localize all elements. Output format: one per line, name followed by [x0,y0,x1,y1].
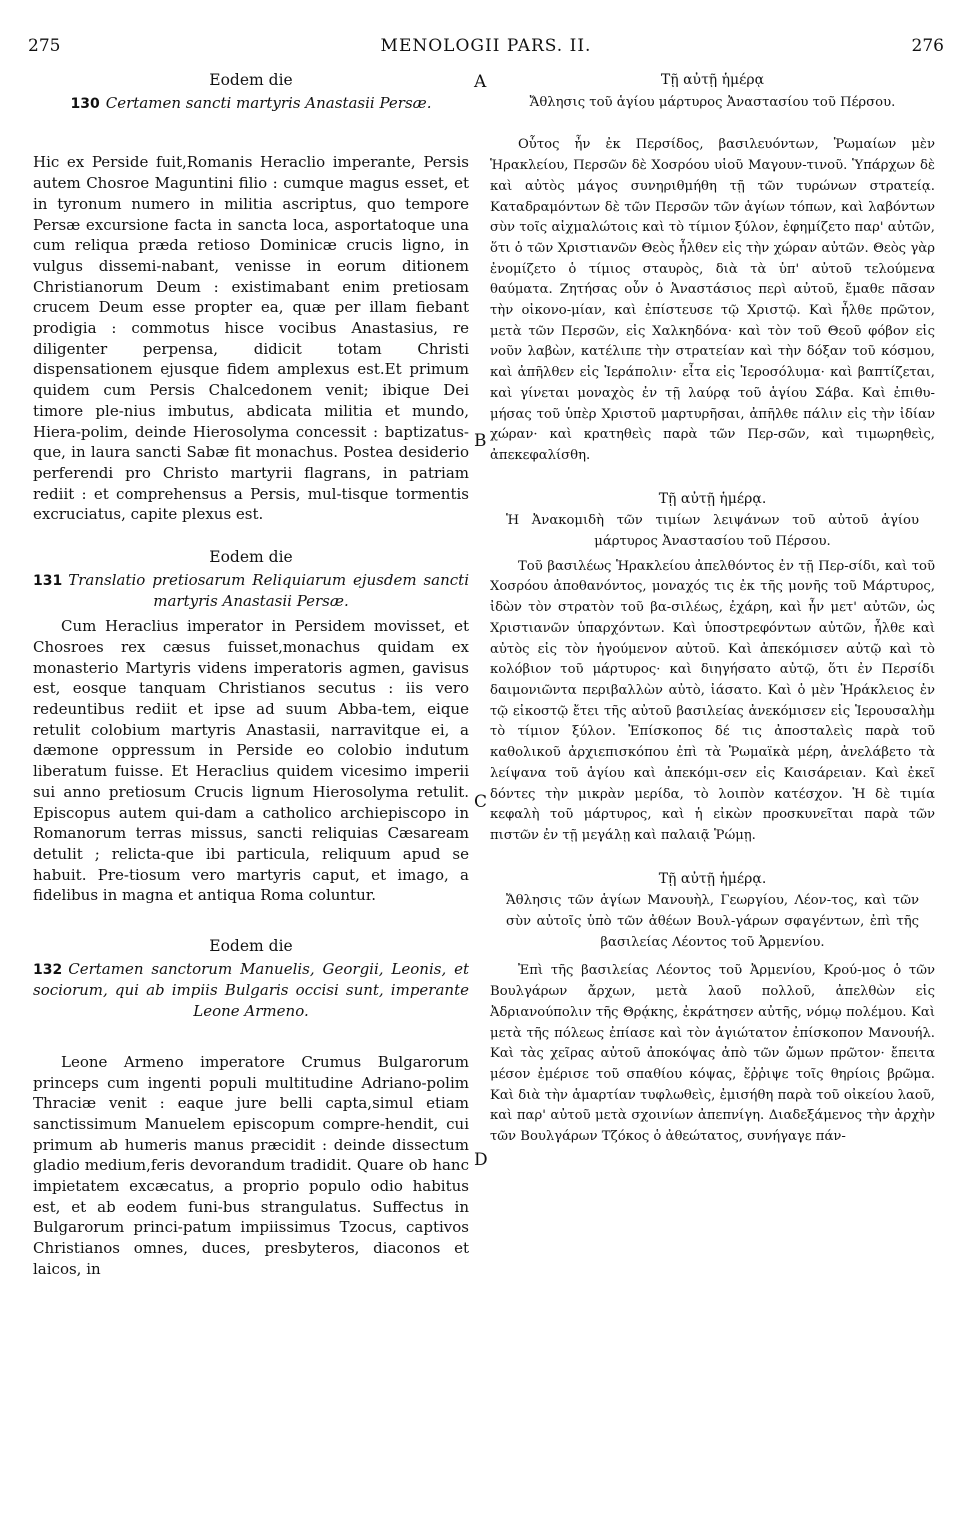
section-body: Τοῦ βασιλέως Ἡρακλείου ἀπελθόντος ἐν τῇ Περ-σίδι, καὶ τοῦ Χοσρόου ἀποθανόντος, μοναχός τις ἐκ τῆς μονῆς τοῦ Μάρτυρος, ἰδὼν τὸν στρατὸν τοῦ βα-σιλέως, ἐχάρη, καὶ ἦν μετ' αὐτῶν, ὡς Χριστιανῶν ὑπαρχόντων. Καὶ ὑποστρεφόντων αὐτῶν, ἦλθε καὶ αὐτὸς εἰς τὸν ἡγούμενον αὐτοῦ. Καὶ ἀπεκόμισεν αὐτῷ καὶ τὸ κολόβιον τοῦ μάρτυρος· καὶ διηγήσατο αὐτῷ, ὅτι ἐν Περσίδι δαιμονιῶντα περιβαλλὼν αὐτὸ, ἰάσατο. Καὶ ὁ μὲν Ἡράκλειος ἐν τῷ εἰκοστῷ ἔτει τῆς αὐτοῦ βασιλείας ἀνεκόμισεν εἰς Ἱερουσαλὴμ τὸ τίμιον ξύλον. Ἐπίσκοπος δέ τις ἀποσταλεὶς παρὰ τοῦ καθολικοῦ ἀρχιεπισκόπου ἐπὶ τὰ Ῥωμαϊκὰ μέρη, ἀνελάβετο τὰ λείψανα τοῦ ἁγίου καὶ ἀπεκόμι-σεν εἰς Καισάρειαν. Καὶ ἐκεῖ δόντες τὴν μικρὰν μερίδα, τὸ λοιπὸν κατέσχον. Ἡ δὲ τιμία κεφαλὴ τοῦ μάρτυρος, καὶ ἡ εἰκὼν προσκυνεῖται παρὰ τῶν πιστῶν ἐν τῇ μεγάλῃ καὶ παλαιᾷ Ῥώμῃ. [490,558,935,843]
running-head [28,36,944,60]
section-title [33,959,469,1022]
section-body: Hic ex Perside fuit,Romanis Heraclio imperante, Persis autem Chosroe Maguntini filio : cumque magus esset, et in tyronum numero in militia ascriptus, quo tempore Persæ excursione facta in sancta loca, asportatoque una cum reliqua præda retioso Dominicæ crucis ligno, in vulgus dissemi-nabant, venisse in eorum ditionem Christianorum Deum : existimabant enim pretiosam crucem Deum esse propter ea, quæ per illam fiebant prodigia : commotus hisce vocibus Anastasius, re diligenter perpensa, didicit totam Christi dispensationem ejusque fidem amplexus est.Et primum quidem cum Persis Chalcedonem venit; ibique Dei timore ple-nius imbutus, abdicata militia et mundo, Hiera-polim, deinde Hierosolyma concessit : baptizatus-que, in laura sancti Sabæ fit monachus. Postea desiderio perferendi pro Christo martyrii flagrans, in patriam rediit : et comprehensus a Persis, mul-tisque tormentis excruciatus, capite plexus est. [33,153,469,524]
page-number-right: 276 [911,36,944,56]
greek-section-132 [490,869,935,1148]
section-date-heading: Eodem die [209,71,293,89]
greek-section-131 [490,489,935,847]
section-date-heading: Τῇ αὐτῇ ἡμέρᾳ. [658,490,767,507]
section-date-heading: Τῇ αὐτῇ ἡμέρᾳ. [658,870,767,887]
section-title-text: Ἄθλησις τοῦ ἁγίου μάρτυρος Ἀναστασίου τοῦ Πέρσου. [529,94,896,110]
margin-letter-c: C [474,792,488,812]
margin-letter-a: A [474,72,487,92]
section-title-text: Ἄθλησις τῶν ἁγίων Μανουὴλ, Γεωργίου, Λέον-τος, καὶ τῶν σὺν αὐτοῖς ὑπὸ τῶν ἀθέων Βουλ-γάρων σφαγέντων, ἐπὶ τῆς βασιλείας Λέοντος τοῦ Ἀρμενίου. [506,893,919,950]
section-number: 131 [33,572,63,589]
latin-column [33,70,469,1280]
section-date-heading: Eodem die [209,937,293,956]
running-title: MENOLOGII PARS. II. [380,36,592,56]
latin-section-132 [33,936,469,1280]
section-title [33,93,469,115]
section-body: Cum Heraclius imperator in Persidem movisset, et Chosroes rex cæsus fuisset,monachus quidam ex monasterio Martyris videns imperatoris agmen, gavisus est, eosque tanquam Christianos secutus : iis vero redeuntibus rediit et ipse ad suum Abba-tem, eique retulit colobium martyris Anastasii, narravitque ei, a dæmone oppressum in Perside eo colobio indutum liberatum fuisse. Et Heraclius quidem vicesimo imperii sui anno pretiosum Crucis lignum Hierosolyma retulit. Episcopus autem qui-dam a catholico archiepiscopo in Romanorum terras missus, sancti reliquias Cæsaream detulit ; relicta-que ibi particula, reliquum apud se habuit. Pre-tiosum vero martyris caput, et imago, a fidelibus in magna et antiqua Roma coluntur. [33,617,469,905]
section-title-text: Ἡ Ἀνακομιδὴ τῶν τιμίων λειψάνων τοῦ αὐτοῦ ἁγίου μάρτυρος Ἀναστασίου τοῦ Πέρσου. [506,513,919,550]
section-number: 132 [33,961,63,978]
section-title-text: Certamen sancti martyris Anastasii Persæ. [105,93,432,112]
greek-column [490,70,935,1148]
section-title-text: Certamen sanctorum Manuelis, Georgii, Leonis, et sociorum, qui ab impiis Bulgaris occisi sunt, imperante Leone Armeno. [33,959,469,1021]
section-body: Leone Armeno imperatore Crumus Bulgarorum princeps cum ingenti populi multitudine Adriano-polim Thraciæ venit : eaque jure belli capta,simul etiam sanctissimum Manuelem episcopum compre-hendit, cui primum ab humeris manus præcidit : deinde dissectum gladio medium,feris devorandum tradidit. Quare ob hanc impietatem excæcatus, a proprio populo odio habitus est, et ab eodem funi-bus strangulatus. Suffectus in Bulgarorum princi-patum impiissimus Tzocus, captivos Christianos omnes, duces, presbyteros, diaconos et laicos, in [33,1052,469,1278]
margin-letter-b: B [474,431,487,451]
section-title [33,570,469,612]
latin-section-130 [33,70,469,525]
margin-letter-d: D [474,1150,488,1170]
section-date-heading: Τῇ αὐτῇ ἡμέρᾳ [660,72,765,88]
greek-section-130 [490,70,935,467]
section-title-text: Translatio pretiosarum Reliquiarum ejusdem sancti martyris Anastasii Persæ. [68,570,469,611]
section-body: Ἐπὶ τῆς βασιλείας Λέοντος τοῦ Ἀρμενίου, Κρού-μος ὁ τῶν Βουλγάρων ἄρχων, μετὰ λαοῦ πολλοῦ, ἀπελθὼν εἰς Ἀδριανούπολιν τῆς Θρᾴκης, ἐκράτησεν αὐτῆς, νόμῳ πολέμου. Καὶ μετὰ τῆς πόλεως ἐπίασε καὶ τὸν ἁγιώτατον ἐπίσκοπον Μανουήλ. Καὶ τὰς χεῖρας αὐτοῦ ἀποκόψας ἀπὸ τῶν ὤμων πρῶτον· ἔπειτα μέσον ἐμέρισε τοῦ σπαθίου κόψας, ἔῤῥιψε τοῖς θηρίοις βρῶμα. Καὶ διὰ τὴν ἁμαρτίαν τυφλωθεὶς, ἐμισήθη παρὰ τοῦ οἰκείου λαοῦ, καὶ παρ' αὐτοῦ μετὰ σχοινίων ἀπεπνίγη. Διαδεξάμενος τὴν ἀρχὴν τῶν Βουλγάρων Τζόκος ὁ ἀθεώτατος, συνήγαγε πάν- [490,963,935,1145]
section-number: 130 [70,95,100,112]
latin-section-131 [33,547,469,906]
page-number-left: 275 [28,36,61,56]
section-date-heading: Eodem die [209,548,293,567]
section-body: Οὗτος ἦν ἐκ Περσίδος, βασιλευόντων, Ῥωμαίων μὲν Ἡρακλείου, Περσῶν δὲ Χοσρόου υἱοῦ Μαγουν-τινοῦ. Ὑπάρχων δὲ καὶ αὐτὸς μάγος συνηριθμήθη τῇ τῶν τυρώνων στρατείᾳ. Καταδραμόντων δὲ τῶν Περσῶν τῶν ἁγίων τόπων, καὶ λαβόντων σὺν τοῖς αἰχμαλώτοις καὶ τὸ τίμιον ξύλον, ἐφημίζετο παρ' αὐτῶν, ὅτι ὁ τῶν Χριστιανῶν Θεὸς ἦλθεν εἰς τὴν χώραν αὐτῶν. Θεὸς γὰρ ἐνομίζετο ὁ τίμιος σταυρὸς, διὰ τὰ ὑπ' αὐτοῦ τελούμενα θαύματα. Ζητήσας οὖν ὁ Ἀναστάσιος περὶ αὐτοῦ, ἔμαθε πᾶσαν τὴν οἰκονο-μίαν, καὶ ἐπίστευσε τῷ Χριστῷ. Καὶ ἦλθε πρῶτον, μετὰ τῶν Περσῶν, εἰς Χαλκηδόνα· καὶ τὸν τοῦ Θεοῦ φόβον εἰς νοῦν λαβὼν, κατέλιπε τὴν στρατείαν καὶ τὴν δόξαν τοῦ κόσμου, καὶ ἀπῆλθεν εἰς Ἱεράπολιν· εἶτα εἰς Ἱεροσόλυμα· καὶ βαπτίζεται, καὶ γίνεται μοναχὸς ἐν τῇ λαύρᾳ τοῦ ἁγίου Σάβα. Καὶ ἐπιθυ-μήσας τοῦ ὑπὲρ Χριστοῦ μαρτυρῆσαι, ἀπῆλθε πάλιν εἰς τὴν ἰδίαν χώραν· καὶ κρατηθεὶς παρὰ τῶν Περ-σῶν, καὶ τιμωρηθεὶς, ἀπεκεφαλίσθη. [490,137,935,463]
